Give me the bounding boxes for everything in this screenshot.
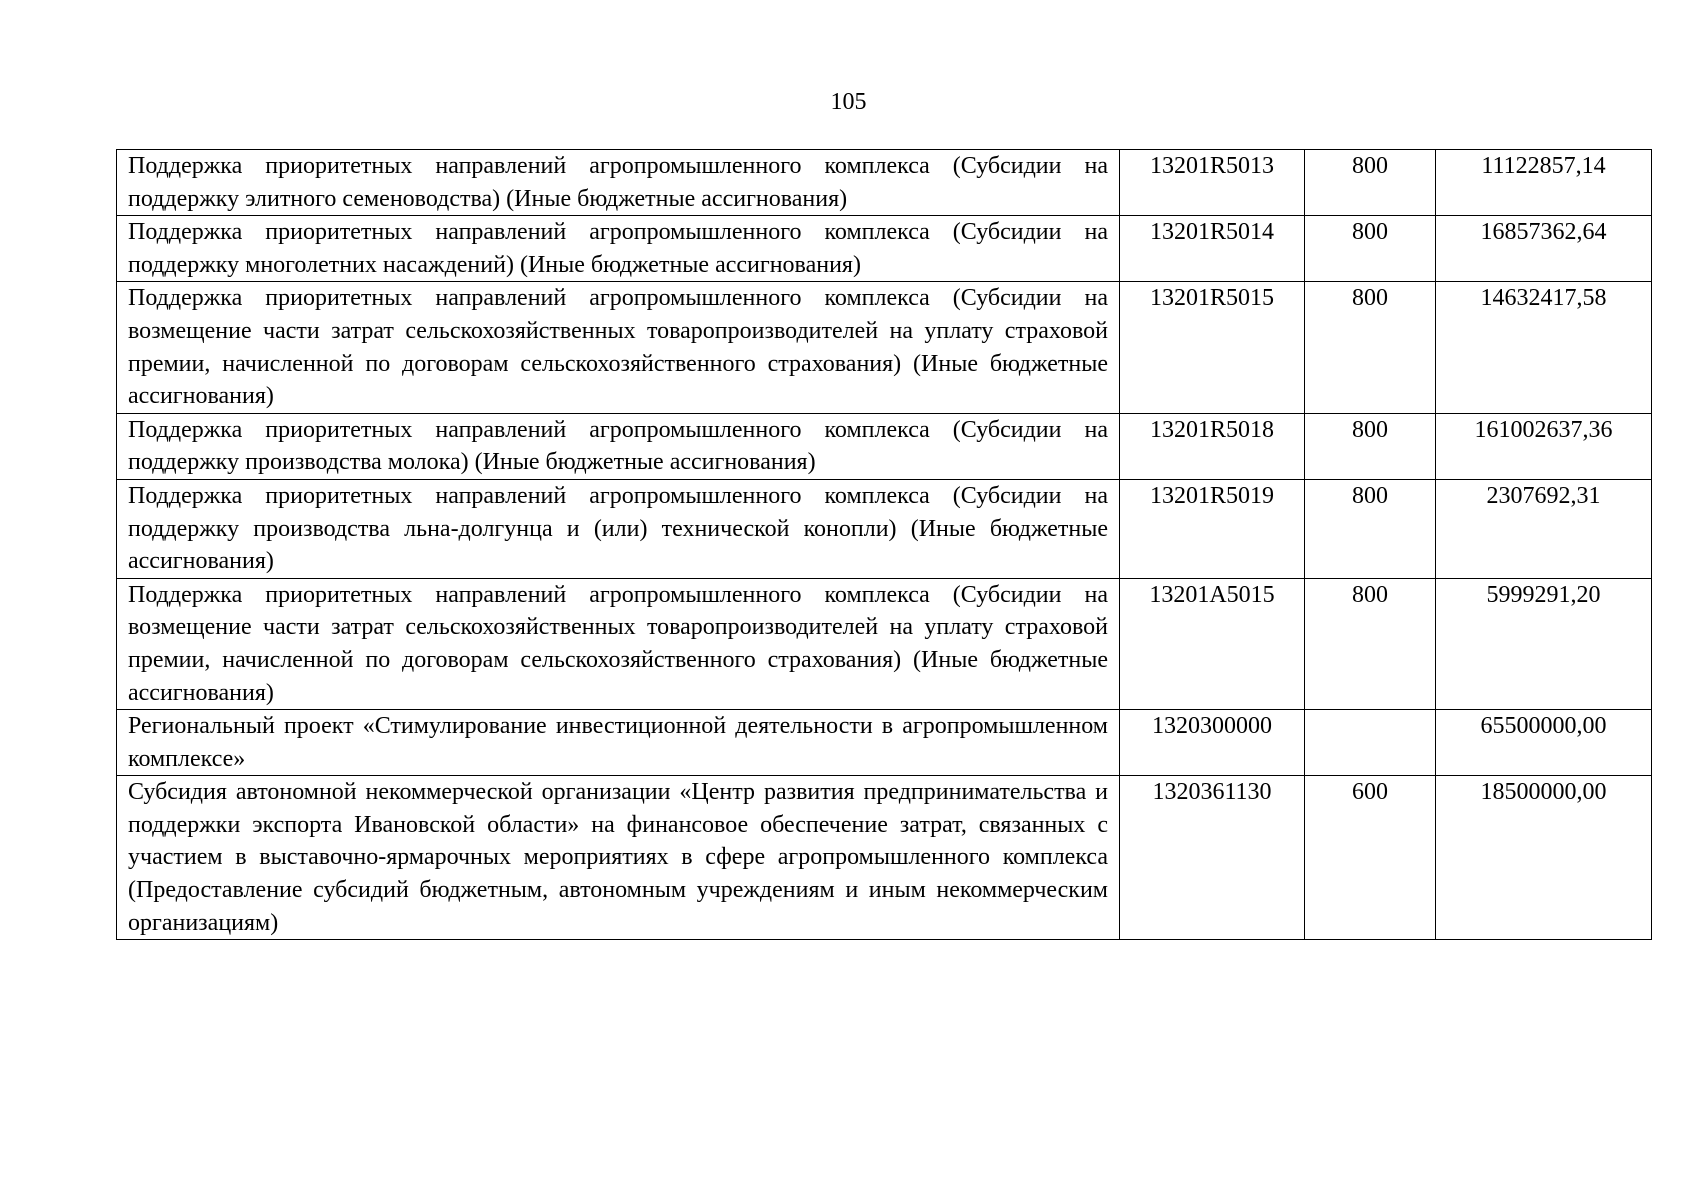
row-description: Поддержка приоритетных направлений агропромышленного комплекса (Субсидии на поддержку производства льна-долгунца и (или) технической конопли) (Иные бюджетные ассигнования) (117, 479, 1120, 578)
table-row (117, 413, 1652, 479)
row-target-code: 13201R5019 (1120, 479, 1305, 578)
row-target-code: 13201R5013 (1120, 150, 1305, 216)
row-expense-type (1305, 710, 1436, 776)
table-row (117, 216, 1652, 282)
row-amount: 2307692,31 (1436, 479, 1652, 578)
row-amount: 5999291,20 (1436, 578, 1652, 709)
table-row (117, 282, 1652, 413)
row-target-code: 1320361130 (1120, 776, 1305, 940)
table-row (117, 776, 1652, 940)
row-description: Поддержка приоритетных направлений агропромышленного комплекса (Субсидии на возмещение части затрат сельскохозяйственных товаропроизводителей на уплату страховой премии, начисленной по договорам сельскохозяйственного страхования) (Иные бюджетные ассигнования) (117, 578, 1120, 709)
row-expense-type: 800 (1305, 578, 1436, 709)
row-amount: 18500000,00 (1436, 776, 1652, 940)
row-description: Поддержка приоритетных направлений агропромышленного комплекса (Субсидии на возмещение части затрат сельскохозяйственных товаропроизводителей на уплату страховой премии, начисленной по договорам сельскохозяйственного страхования) (Иные бюджетные ассигнования) (117, 282, 1120, 413)
table-row (117, 479, 1652, 578)
budget-table (116, 149, 1652, 940)
row-amount: 161002637,36 (1436, 413, 1652, 479)
row-expense-type: 800 (1305, 216, 1436, 282)
row-target-code: 13201R5018 (1120, 413, 1305, 479)
row-amount: 65500000,00 (1436, 710, 1652, 776)
page-number: 105 (830, 89, 867, 115)
row-amount: 14632417,58 (1436, 282, 1652, 413)
row-target-code: 13201R5015 (1120, 282, 1305, 413)
row-expense-type: 800 (1305, 479, 1436, 578)
row-amount: 16857362,64 (1436, 216, 1652, 282)
table-row (117, 578, 1652, 709)
row-description: Региональный проект «Стимулирование инвестиционной деятельности в агропромышленном комплексе» (117, 710, 1120, 776)
row-description: Поддержка приоритетных направлений агропромышленного комплекса (Субсидии на поддержку производства молока) (Иные бюджетные ассигнования) (117, 413, 1120, 479)
row-description: Поддержка приоритетных направлений агропромышленного комплекса (Субсидии на поддержку элитного семеноводства) (Иные бюджетные ассигнования) (117, 150, 1120, 216)
row-target-code: 13201R5014 (1120, 216, 1305, 282)
row-target-code: 13201A5015 (1120, 578, 1305, 709)
row-amount: 11122857,14 (1436, 150, 1652, 216)
row-description: Субсидия автономной некоммерческой организации «Центр развития предпринимательства и поддержки экспорта Ивановской области» на финансовое обеспечение затрат, связанных с участием в выставочно-ярмарочных мероприятиях в сфере агропромышленного комплекса (Предоставление субсидий бюджетным, автономным учреждениям и иным некоммерческим организациям) (117, 776, 1120, 940)
row-expense-type: 600 (1305, 776, 1436, 940)
row-expense-type: 800 (1305, 150, 1436, 216)
row-expense-type: 800 (1305, 413, 1436, 479)
table-row (117, 150, 1652, 216)
row-description: Поддержка приоритетных направлений агропромышленного комплекса (Субсидии на поддержку многолетних насаждений) (Иные бюджетные ассигнования) (117, 216, 1120, 282)
table-row (117, 710, 1652, 776)
row-expense-type: 800 (1305, 282, 1436, 413)
row-target-code: 1320300000 (1120, 710, 1305, 776)
